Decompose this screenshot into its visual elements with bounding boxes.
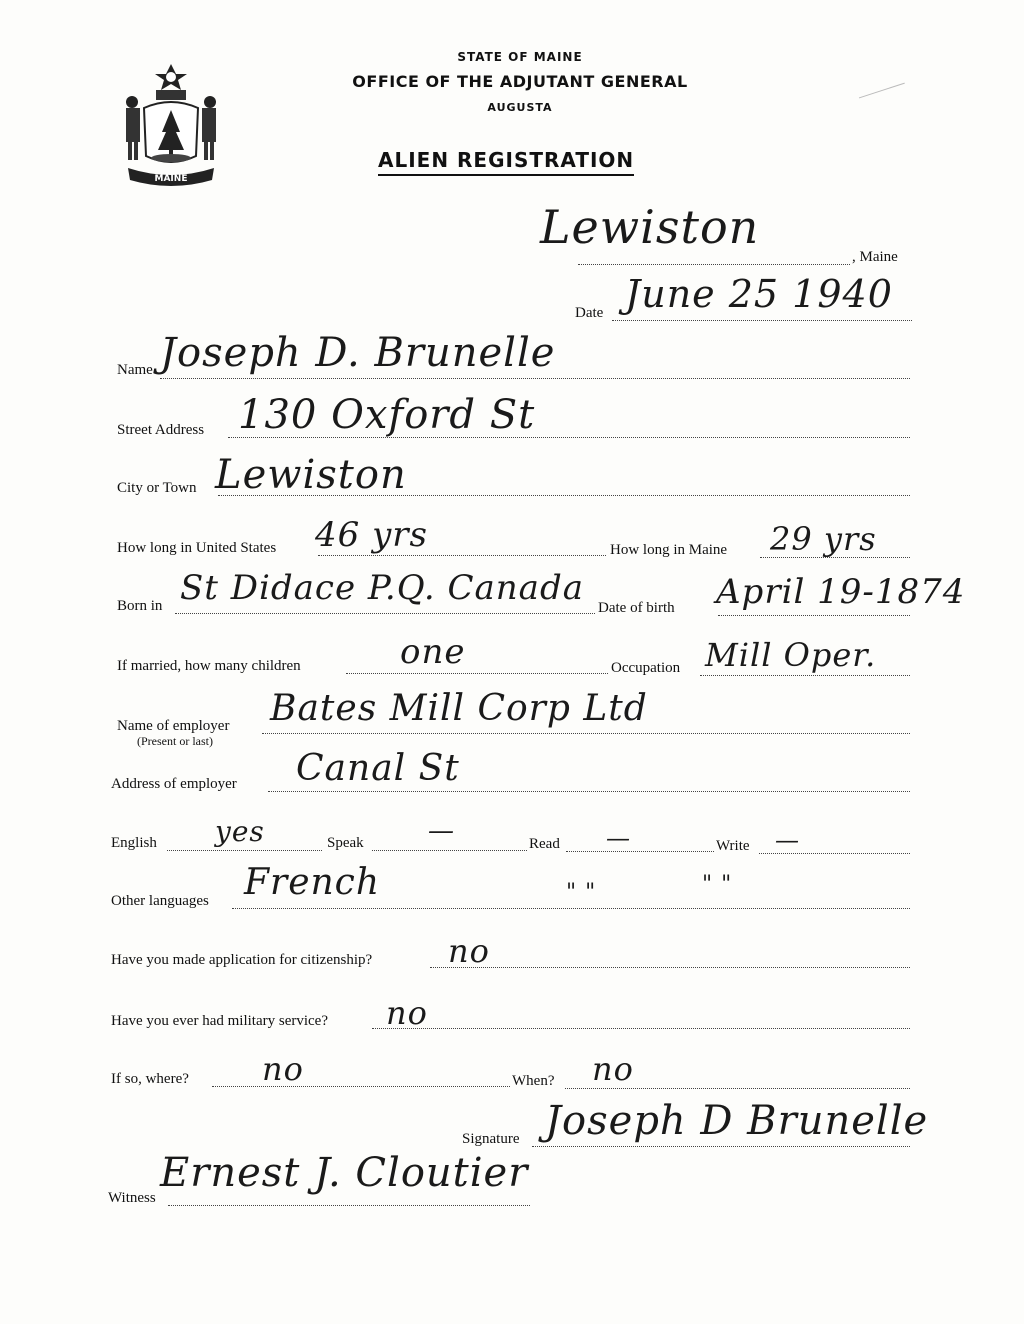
born-in-value: St Didace P.Q. Canada	[180, 568, 584, 608]
city-town-value: Lewiston	[215, 452, 407, 498]
name-label: Name	[117, 362, 153, 378]
employer-name-label: Name of employer	[117, 718, 230, 734]
other-languages-ditto-2: " "	[702, 872, 733, 897]
read-value: —	[606, 824, 631, 852]
date-label: Date	[575, 305, 604, 321]
occupation-value: Mill Oper.	[705, 636, 877, 674]
english-label: English	[111, 835, 157, 851]
header-office: OFFICE OF THE ADJUTANT GENERAL	[352, 72, 688, 91]
form-title: ALIEN REGISTRATION	[378, 148, 634, 176]
state-of-maine-seal	[118, 60, 224, 190]
check-mark	[859, 83, 905, 100]
city-town-label: City or Town	[117, 480, 197, 496]
other-languages-value: French	[244, 862, 381, 903]
name-value: Joseph D. Brunelle	[160, 330, 556, 376]
married-children-value: one	[400, 632, 466, 672]
married-children-label: If married, how many children	[117, 658, 301, 674]
english-value: yes	[215, 815, 265, 848]
citizenship-value: no	[448, 932, 490, 970]
citizenship-label: Have you made application for citizenship?	[111, 952, 373, 968]
speak-label: Speak	[327, 835, 364, 851]
if-so-where-label: If so, where?	[111, 1071, 189, 1087]
header-city: AUGUSTA	[487, 101, 553, 114]
write-value: —	[775, 826, 800, 854]
street-address-label: Street Address	[117, 422, 205, 438]
write-label: Write	[716, 838, 750, 854]
date-of-birth-value: April 19-1874	[716, 572, 966, 612]
if-so-where-value: no	[262, 1050, 304, 1088]
witness-value: Ernest J. Cloutier	[160, 1150, 529, 1196]
how-long-maine-value: 29 yrs	[770, 520, 877, 558]
when-label: When?	[512, 1073, 555, 1089]
how-long-us-value: 46 yrs	[315, 515, 428, 555]
speak-value: —	[428, 816, 455, 846]
born-in-label: Born in	[117, 598, 163, 614]
header-state: STATE OF MAINE	[457, 50, 583, 64]
employer-note-label: (Present or last)	[137, 734, 213, 748]
occupation-label: Occupation	[611, 660, 681, 676]
maine-label: , Maine	[852, 249, 898, 265]
read-label: Read	[529, 836, 560, 852]
place-value: Lewiston	[540, 200, 760, 254]
employer-name-value: Bates Mill Corp Ltd	[270, 688, 648, 729]
witness-label: Witness	[108, 1190, 156, 1206]
other-languages-label: Other languages	[111, 893, 209, 909]
seal-text: MAINE	[154, 174, 188, 184]
when-value: no	[592, 1050, 634, 1088]
street-address-value: 130 Oxford St	[238, 392, 536, 438]
date-value: June 25 1940	[625, 272, 893, 316]
military-value: no	[386, 994, 428, 1032]
how-long-us-label: How long in United States	[117, 540, 277, 556]
how-long-maine-label: How long in Maine	[610, 542, 728, 558]
date-of-birth-label: Date of birth	[598, 600, 675, 616]
military-label: Have you ever had military service?	[111, 1013, 328, 1029]
signature-label: Signature	[462, 1131, 520, 1147]
employer-address-label: Address of employer	[111, 776, 237, 792]
signature-value: Joseph D Brunelle	[545, 1098, 929, 1144]
employer-address-value: Canal St	[296, 748, 460, 789]
other-languages-ditto-1: " "	[566, 880, 597, 905]
